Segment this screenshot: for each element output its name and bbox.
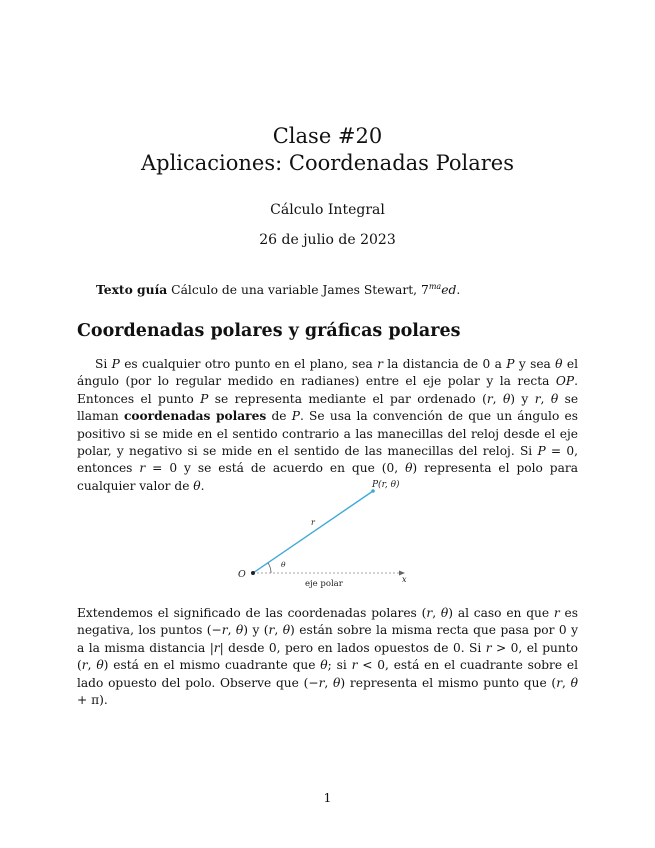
guide-reference: Cálculo de una variable James Stewart, 7 [171,283,429,298]
point-p-label: P(r, θ) [372,480,400,490]
page-number: 1 [323,790,332,805]
document-title: Clase #20 [272,124,383,148]
guide-text: Texto guía Cálculo de una variable James Stewart, $7^{ma}ed$. [96,282,461,298]
paragraph-2: Extendemos el significado de las coordenadas polares (r, θ) al caso en que r es negativa, los puntos (−r, θ) y (r, θ) están sobre la misma recta que pasa por 0 y a la misma distancia |r| desde 0, pero en lados opuestos de 0. Si r > 0, el punto (r, θ) está en el mismo cuadrante que θ; si r < 0, está en el cuadrante sobre el lado opuesto del polo. Observe que (−r, θ) representa el mismo punto que (r, θ + π). [77,606,579,708]
axis-end-label: x [402,575,407,584]
section-heading: Coordenadas polares y gráficas polares [77,321,461,341]
course-name: Cálculo Integral [270,202,385,218]
polar-diagram [230,472,420,594]
radius-label: r [311,518,315,527]
pole-point [251,571,255,575]
angle-label: θ [281,560,286,569]
document-subtitle: Aplicaciones: Coordenadas Polares [140,151,515,175]
document-date: 26 de julio de 2023 [259,232,396,248]
radius-line [253,491,373,573]
paragraph-1: Si P es cualquier otro punto en el plano, sea r la distancia de 0 a P y sea θ el ángulo (por lo regular medido en radianes) entre el eje polar y la recta OP. Entonces el punto P se representa mediante el par ordenado (r, θ) y r, θ se llaman coordenadas polares de P. Se usa la convención de que un ángulo es positivo si se mide en el sentido contrario a las manecillas del reloj desde el eje polar, y negativo si se mide en el sentido de las manecillas del reloj. Si P = 0, entonces r = 0 y se está de acuerdo en que (0, θ) representa el polo para cualquier valor de θ. [77,357,579,493]
polar-coordinates-figure [230,472,420,594]
origin-label: O [238,569,246,580]
guide-edition-sup: ma [428,282,442,291]
axis-label: eje polar [305,579,343,589]
guide-edition-suffix: ed [441,283,457,298]
guide-label: Texto guía [96,282,168,298]
bold-term: coordenadas polares [123,409,267,424]
angle-arc [268,563,271,573]
